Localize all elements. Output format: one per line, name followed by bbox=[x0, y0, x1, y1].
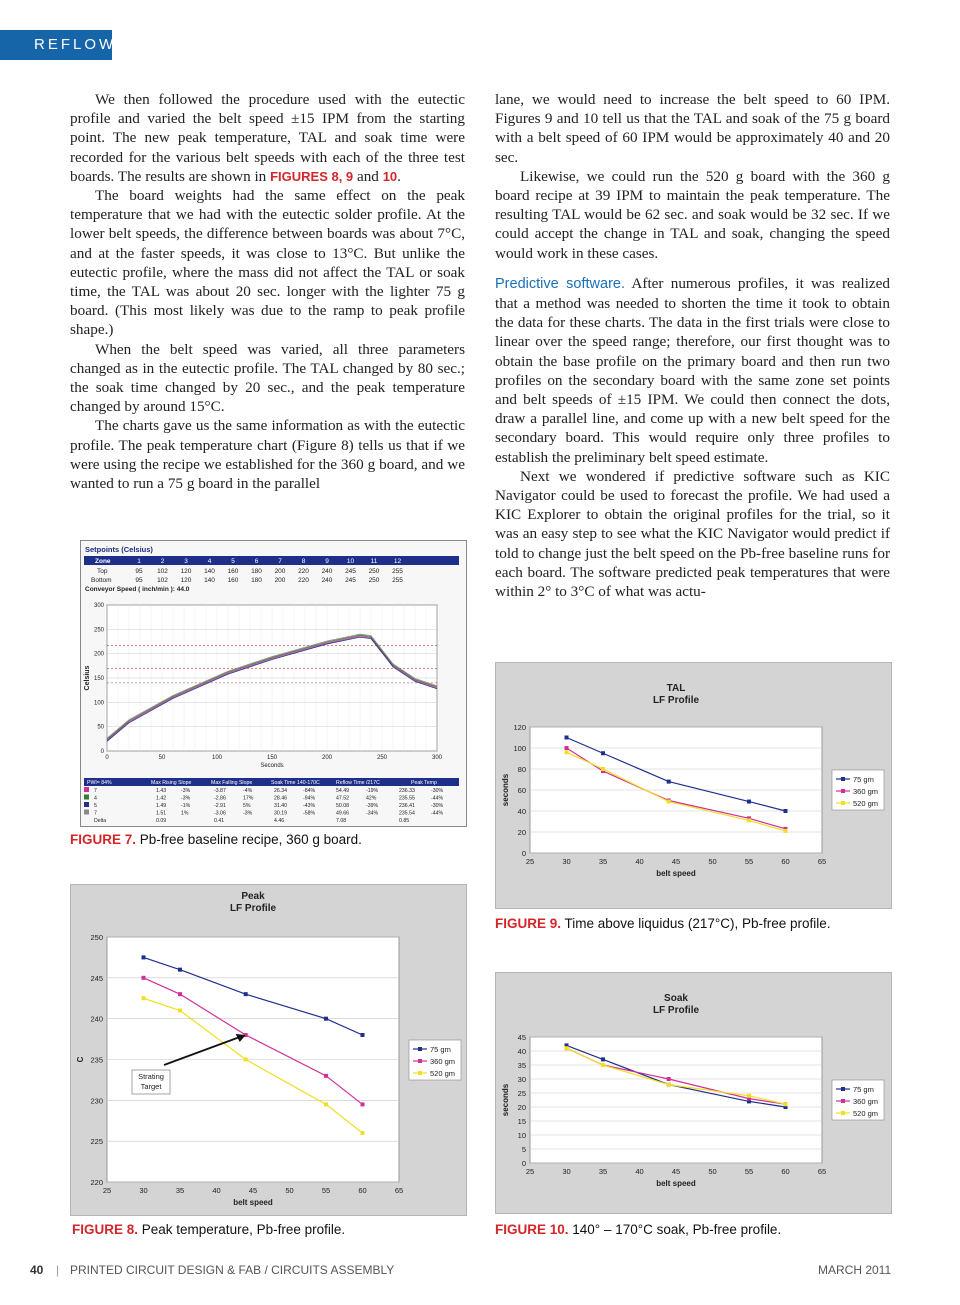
stats-cell: 1.51 bbox=[156, 810, 167, 817]
x-tick-label: 65 bbox=[817, 1167, 827, 1176]
text-column-right bbox=[495, 90, 890, 601]
setpoint-value: 180 bbox=[251, 568, 262, 575]
x-tick-label: 35 bbox=[175, 1186, 185, 1195]
stats-cell: 1.42 bbox=[156, 795, 167, 802]
y-tick-label: 0 bbox=[521, 849, 526, 858]
figure-10-caption: FIGURE 10. 140° – 170°C soak, Pb-free profile. bbox=[495, 1222, 782, 1237]
row-swatch bbox=[84, 795, 89, 800]
y-tick-label: 300 bbox=[93, 603, 104, 609]
x-tick-label: 55 bbox=[321, 1186, 331, 1195]
data-point bbox=[178, 992, 182, 996]
stats-cell: 1.43 bbox=[156, 788, 167, 794]
y-tick-label: 60 bbox=[517, 786, 526, 795]
y-tick-label: 50 bbox=[97, 724, 104, 731]
x-tick-label: 25 bbox=[102, 1186, 112, 1195]
x-axis-label: belt speed bbox=[233, 1198, 273, 1207]
y-tick-label: 25 bbox=[517, 1089, 526, 1098]
conveyor-speed: Conveyor Speed ( inch/min ): 44.0 bbox=[85, 586, 190, 593]
chart-title: LF Profile bbox=[652, 695, 700, 706]
y-tick-label: 80 bbox=[517, 765, 526, 774]
peak-chart bbox=[71, 885, 466, 1215]
y-tick-label: 10 bbox=[517, 1131, 526, 1140]
legend-label: 360 gm bbox=[853, 1097, 879, 1106]
stats-header: Max Falling Slope bbox=[211, 780, 253, 786]
y-tick-label: 150 bbox=[93, 676, 104, 682]
zone-label: Zone bbox=[95, 558, 111, 565]
data-point bbox=[784, 829, 788, 833]
y-tick-label: 0 bbox=[100, 749, 104, 755]
paragraph: lane, we would need to increase the belt speed to 60 IPM. Figures 9 and 10 tell us that the TAL and soak of the 75 g board with a belt speed of 60 IPM would be approximately 40 and 20 sec. bbox=[495, 91, 890, 166]
x-tick-label: 65 bbox=[817, 857, 827, 866]
setpoints-title: Setpoints (Celsius) bbox=[85, 545, 153, 554]
data-point bbox=[142, 976, 146, 980]
legend-marker bbox=[841, 1099, 845, 1103]
stats-cell: 5 bbox=[94, 803, 97, 809]
y-tick-label: 235 bbox=[90, 1055, 103, 1065]
x-tick-label: 55 bbox=[744, 857, 754, 866]
setpoint-value: 220 bbox=[298, 568, 309, 575]
issue-date: MARCH 2011 bbox=[818, 1263, 892, 1277]
stats-header: PWI= 84% bbox=[87, 780, 112, 786]
x-tick-label: 250 bbox=[376, 755, 388, 761]
data-point bbox=[747, 818, 751, 822]
data-point bbox=[667, 1083, 671, 1087]
stats-cell: 49.66 bbox=[336, 810, 349, 817]
paragraph: Predictive software. After numerous profiles, it was realized that a method was needed to shorten the time it took to obtain the data for these charts. The data in the first trials were close to linear over the speed range; therefore, our first thought was to obtain the base profile on the primary board and then run two profiles on the secondary board with the same zone set points and belt speeds of ±15 IPM. We could then connect the dots, draw a parallel line, and come up with a new belt speed for the secondary board. This would require only three profiles to establish the preliminary belt speed estimate. bbox=[495, 274, 890, 466]
legend-label: 360 gm bbox=[430, 1057, 456, 1066]
setpoint-value: 250 bbox=[368, 568, 380, 575]
x-tick-label: 30 bbox=[139, 1186, 148, 1195]
stats-cell: 4 bbox=[94, 795, 97, 802]
stats-cell: -94% bbox=[303, 795, 316, 802]
data-point bbox=[324, 1074, 328, 1078]
setpoint-value: 140 bbox=[204, 568, 215, 575]
stats-cell: -3.06 bbox=[214, 810, 226, 817]
zone-number: 5 bbox=[231, 558, 235, 565]
zone-number: 8 bbox=[301, 558, 306, 565]
stats-cell: -3% bbox=[243, 810, 253, 817]
setpoint-value: 102 bbox=[157, 577, 168, 584]
x-axis-label: Seconds bbox=[260, 763, 284, 769]
x-tick-label: 30 bbox=[562, 1167, 571, 1176]
data-point bbox=[601, 1063, 605, 1067]
x-tick-label: 30 bbox=[562, 857, 571, 866]
setpoint-value: 140 bbox=[204, 577, 215, 584]
stats-cell: 42% bbox=[366, 795, 377, 802]
stats-cell: -19% bbox=[366, 788, 379, 794]
text-column-left bbox=[70, 90, 465, 493]
legend-marker bbox=[841, 1087, 845, 1091]
stats-cell: -58% bbox=[303, 810, 316, 817]
x-tick-label: 200 bbox=[321, 755, 333, 761]
row-swatch bbox=[84, 810, 89, 815]
stats-cell: -44% bbox=[431, 795, 444, 802]
zone-number: 3 bbox=[184, 558, 188, 565]
stats-cell: -3% bbox=[181, 795, 191, 802]
x-tick-label: 35 bbox=[598, 1167, 608, 1176]
paragraph: Likewise, we could run the 520 g board with the 360 g board recipe at 39 IPM to maintain the peak temperature. The resulting TAL would be 62 sec. and soak would be 32 sec. If we could accept the change in TAL and soak, changing the speed would work in these cases. bbox=[495, 167, 890, 262]
setpoint-value: 102 bbox=[157, 568, 168, 575]
data-point bbox=[565, 750, 569, 754]
setpoint-value: 255 bbox=[392, 568, 403, 575]
row-label: Top bbox=[97, 568, 108, 575]
stats-cell: 7.08 bbox=[336, 818, 347, 824]
data-point bbox=[601, 1057, 605, 1061]
x-tick-label: 35 bbox=[598, 857, 608, 866]
setpoint-value: 160 bbox=[227, 577, 239, 584]
data-point bbox=[178, 1009, 182, 1013]
figure-7-caption: FIGURE 7. Pb-free baseline recipe, 360 g board. bbox=[70, 832, 362, 847]
y-tick-label: 15 bbox=[517, 1117, 526, 1126]
y-tick-label: 20 bbox=[517, 1103, 526, 1112]
zone-number: 1 bbox=[137, 558, 141, 565]
data-point bbox=[667, 780, 671, 784]
data-point bbox=[361, 1102, 365, 1106]
figure-reference: 10 bbox=[382, 168, 398, 184]
zone-number: 9 bbox=[325, 558, 329, 565]
paragraph: When the belt speed was varied, all three parameters changed as in the eutectic profile. The TAL changed by 80 sec.; the soak time changed by 20 sec., and the peak temperature changed by around 15°C. bbox=[70, 340, 465, 416]
setpoint-value: 240 bbox=[321, 568, 333, 575]
y-tick-label: 240 bbox=[90, 1014, 103, 1024]
chart-title: LF Profile bbox=[652, 1005, 700, 1016]
row-swatch bbox=[84, 802, 89, 807]
stats-cell: 0.09 bbox=[156, 818, 167, 824]
zone-number: 11 bbox=[370, 558, 378, 565]
stats-cell: 5% bbox=[243, 803, 251, 809]
footer-divider: | bbox=[56, 1263, 60, 1277]
stats-cell: -1% bbox=[181, 803, 191, 809]
stats-cell: -34% bbox=[366, 810, 379, 817]
stats-cell: 235.54 bbox=[399, 810, 415, 817]
data-point bbox=[667, 800, 671, 804]
figure-7 bbox=[80, 540, 467, 827]
annotation-label: Target bbox=[140, 1082, 162, 1091]
data-point bbox=[244, 992, 248, 996]
stats-cell: -3.87 bbox=[214, 788, 226, 794]
y-tick-label: 20 bbox=[517, 828, 526, 837]
y-tick-label: 225 bbox=[90, 1137, 103, 1147]
y-tick-label: 250 bbox=[93, 627, 104, 634]
zone-number: 7 bbox=[278, 558, 282, 565]
y-tick-label: 100 bbox=[93, 700, 104, 707]
data-point bbox=[747, 1094, 751, 1098]
setpoint-value: 220 bbox=[298, 577, 309, 584]
row-label: Bottom bbox=[91, 577, 112, 584]
x-tick-label: 45 bbox=[248, 1186, 258, 1195]
legend-label: 360 gm bbox=[853, 787, 879, 796]
y-axis-label: C bbox=[76, 1056, 85, 1063]
x-tick-label: 40 bbox=[635, 1167, 644, 1176]
stats-cell: -2.91 bbox=[214, 803, 226, 809]
x-tick-label: 50 bbox=[708, 1167, 717, 1176]
data-point bbox=[601, 751, 605, 755]
y-tick-label: 5 bbox=[521, 1145, 526, 1154]
data-point bbox=[667, 1077, 671, 1081]
x-tick-label: 50 bbox=[708, 857, 717, 866]
stats-cell: 54.49 bbox=[336, 788, 349, 794]
stats-cell: 1% bbox=[181, 810, 189, 817]
legend-label: 520 gm bbox=[853, 799, 879, 808]
setpoint-value: 95 bbox=[135, 577, 143, 584]
annotation-label: Strating bbox=[138, 1072, 164, 1081]
legend-marker bbox=[841, 777, 845, 781]
y-tick-label: 120 bbox=[513, 723, 526, 732]
zone-number: 4 bbox=[207, 558, 212, 565]
setpoint-value: 200 bbox=[274, 568, 286, 575]
setpoint-value: 240 bbox=[321, 577, 333, 584]
data-point bbox=[747, 800, 751, 804]
x-tick-label: 60 bbox=[781, 1167, 790, 1176]
data-point bbox=[361, 1131, 365, 1135]
x-tick-label: 45 bbox=[671, 857, 681, 866]
row-swatch bbox=[84, 787, 89, 792]
stats-cell: 17% bbox=[243, 795, 254, 802]
figure-reference: FIGURES 8, 9 bbox=[270, 168, 354, 184]
figure-8-caption: FIGURE 8. Peak temperature, Pb-free profile. bbox=[72, 1222, 346, 1237]
x-tick-label: 25 bbox=[525, 1167, 535, 1176]
reflow-profile-screenshot bbox=[81, 541, 466, 826]
y-tick-label: 250 bbox=[90, 933, 103, 942]
legend-label: 75 gm bbox=[853, 775, 874, 784]
stats-cell: 47.52 bbox=[336, 795, 349, 802]
data-point bbox=[324, 1017, 328, 1021]
stats-cell: -4% bbox=[243, 788, 253, 794]
x-tick-label: 60 bbox=[781, 857, 790, 866]
y-tick-label: 40 bbox=[517, 1047, 526, 1056]
y-tick-label: 200 bbox=[93, 651, 104, 658]
data-point bbox=[244, 1058, 248, 1062]
setpoint-value: 120 bbox=[180, 577, 192, 584]
x-tick-label: 300 bbox=[431, 755, 443, 761]
stats-cell: 4.46 bbox=[274, 818, 285, 824]
y-tick-label: 30 bbox=[517, 1075, 526, 1084]
x-tick-label: 45 bbox=[671, 1167, 681, 1176]
data-point bbox=[142, 955, 146, 959]
y-tick-label: 230 bbox=[90, 1096, 103, 1106]
x-axis-label: belt speed bbox=[656, 869, 696, 878]
legend-marker bbox=[418, 1059, 422, 1063]
zone-number: 10 bbox=[346, 558, 355, 565]
chart-title: Soak bbox=[664, 993, 688, 1004]
legend-marker bbox=[841, 801, 845, 805]
paragraph: The charts gave us the same information as with the eutectic profile. The peak temperature chart (Figure 8) tells us that if we were using the recipe we established for the 360 g board, and we wanted to run a 75 g board in the parallel bbox=[70, 417, 465, 493]
setpoint-value: 200 bbox=[274, 577, 286, 584]
x-tick-label: 50 bbox=[285, 1186, 294, 1195]
x-tick-label: 60 bbox=[358, 1186, 367, 1195]
figure-10 bbox=[495, 972, 892, 1214]
legend-marker bbox=[418, 1071, 422, 1075]
stats-cell: -3% bbox=[181, 788, 191, 794]
stats-cell: 50.08 bbox=[336, 803, 349, 809]
y-tick-label: 45 bbox=[517, 1033, 526, 1042]
setpoint-value: 245 bbox=[345, 568, 356, 575]
x-tick-label: 55 bbox=[744, 1167, 754, 1176]
y-tick-label: 40 bbox=[517, 807, 526, 816]
x-axis-label: belt speed bbox=[656, 1179, 696, 1188]
soak-chart bbox=[496, 973, 891, 1213]
legend-marker bbox=[418, 1047, 422, 1051]
paragraph: The board weights had the same effect on the peak temperature that we had with the eutectic solder profile. At the lower belt speeds, the difference between boards was about 7°C, and at the faster speeds, it was close to 13°C. But unlike the eutectic profile, where the mass did not affect the TAL or soak time, the TAL was about 20 sec. longer with the lighter 75 g board. (This most likely was due to the ramp to peak profile shape.) bbox=[70, 187, 465, 339]
stats-header: Peak Temp bbox=[411, 780, 437, 786]
stats-cell: Delta bbox=[94, 818, 107, 824]
zone-number: 2 bbox=[160, 558, 165, 565]
x-tick-label: 65 bbox=[394, 1186, 404, 1195]
figure-9-caption: FIGURE 9. Time above liquidus (217°C), Pb-free profile. bbox=[495, 916, 831, 931]
y-tick-label: 100 bbox=[513, 744, 526, 753]
setpoint-value: 180 bbox=[251, 577, 262, 584]
x-tick-label: 50 bbox=[158, 755, 166, 761]
data-point bbox=[178, 968, 182, 972]
chart-title: TAL bbox=[666, 683, 686, 694]
stats-cell: -84% bbox=[303, 788, 316, 794]
setpoint-value: 250 bbox=[368, 577, 380, 584]
section-banner: REFLOW bbox=[0, 30, 112, 60]
stats-cell: 30.19 bbox=[274, 810, 287, 817]
y-tick-label: 220 bbox=[90, 1178, 103, 1187]
data-point bbox=[142, 996, 146, 1000]
zone-number: 12 bbox=[393, 558, 402, 565]
stats-header: Soak Time 140-170C bbox=[271, 780, 320, 786]
page-number: 40 bbox=[30, 1263, 44, 1277]
x-tick-label: 150 bbox=[266, 755, 278, 761]
chart-title: Peak bbox=[241, 891, 265, 902]
data-point bbox=[361, 1033, 365, 1037]
paragraph: We then followed the procedure used with the eutectic profile and varied the belt speed ±15 IPM from the starting point. The new peak temperature, TAL and soak time were recorded for the various belt speeds with each of the three test boards. The results are shown in FIGURES 8, 9 and 10. bbox=[70, 91, 465, 185]
stats-cell: 26.34 bbox=[274, 788, 287, 794]
setpoint-value: 95 bbox=[135, 568, 143, 575]
plot-area bbox=[530, 1037, 822, 1163]
section-heading: Predictive software. bbox=[495, 275, 625, 292]
stats-cell: 7 bbox=[94, 788, 97, 794]
tal-chart bbox=[496, 663, 891, 908]
legend-label: 75 gm bbox=[430, 1045, 451, 1054]
data-point bbox=[784, 809, 788, 813]
stats-cell: -2.86 bbox=[214, 795, 226, 802]
data-point bbox=[784, 1102, 788, 1106]
setpoint-value: 160 bbox=[227, 568, 239, 575]
data-point bbox=[565, 746, 569, 750]
publication-name: PRINTED CIRCUIT DESIGN & FAB / CIRCUITS ASSEMBLY bbox=[70, 1263, 395, 1277]
setpoint-value: 245 bbox=[345, 577, 356, 584]
legend-label: 520 gm bbox=[430, 1069, 456, 1078]
setpoint-value: 120 bbox=[180, 568, 192, 575]
x-tick-label: 100 bbox=[211, 755, 223, 761]
stats-header: Max Rising Slope bbox=[151, 780, 192, 786]
stats-cell: -43% bbox=[303, 803, 316, 809]
stats-cell: 236.41 bbox=[399, 803, 415, 809]
x-tick-label: 40 bbox=[635, 857, 644, 866]
legend-label: 75 gm bbox=[853, 1085, 874, 1094]
x-tick-label: 40 bbox=[212, 1186, 221, 1195]
figure-9 bbox=[495, 662, 892, 909]
legend-label: 520 gm bbox=[853, 1109, 879, 1118]
stats-cell: 235.55 bbox=[399, 795, 415, 802]
figure-8 bbox=[70, 884, 467, 1216]
x-tick-label: 0 bbox=[105, 755, 109, 761]
setpoint-value: 255 bbox=[392, 577, 403, 584]
data-point bbox=[565, 1046, 569, 1050]
data-point bbox=[601, 767, 605, 771]
legend-marker bbox=[841, 1111, 845, 1115]
stats-cell: -30% bbox=[431, 788, 444, 794]
stats-cell: 31.40 bbox=[274, 803, 287, 809]
y-axis-label: Celsius bbox=[84, 665, 91, 691]
legend-marker bbox=[841, 789, 845, 793]
stats-cell: 7 bbox=[94, 810, 97, 817]
stats-cell: 28.46 bbox=[274, 795, 287, 802]
y-tick-label: 245 bbox=[90, 973, 103, 983]
stats-cell: 236.33 bbox=[399, 788, 415, 794]
stats-cell: 0.85 bbox=[399, 818, 410, 824]
zone-number: 6 bbox=[254, 558, 259, 565]
stats-cell: -39% bbox=[366, 803, 379, 809]
stats-cell: 1.49 bbox=[156, 803, 167, 809]
chart-title: LF Profile bbox=[229, 903, 277, 914]
stats-cell: -44% bbox=[431, 810, 444, 817]
data-point bbox=[565, 736, 569, 740]
stats-header: Reflow Time /217C bbox=[336, 780, 380, 786]
stats-cell: -30% bbox=[431, 803, 444, 809]
data-point bbox=[324, 1102, 328, 1106]
stats-cell: 0.41 bbox=[214, 818, 225, 824]
y-axis-label: seconds bbox=[501, 1083, 510, 1117]
y-tick-label: 35 bbox=[517, 1061, 526, 1070]
x-tick-label: 25 bbox=[525, 857, 535, 866]
y-axis-label: seconds bbox=[501, 773, 510, 807]
paragraph: Next we wondered if predictive software such as KIC Navigator could be used to forecast the profile. We had used a KIC Explorer to obtain the original profiles for the trial, so it was an easy step to see what the KIC Navigator would predict if told to change just the belt speed on the Pb-free baseline runs for each board. The software predicted peak temperatures that were within 2° to 3°C of what was actu- bbox=[495, 467, 890, 601]
y-tick-label: 0 bbox=[521, 1159, 526, 1168]
